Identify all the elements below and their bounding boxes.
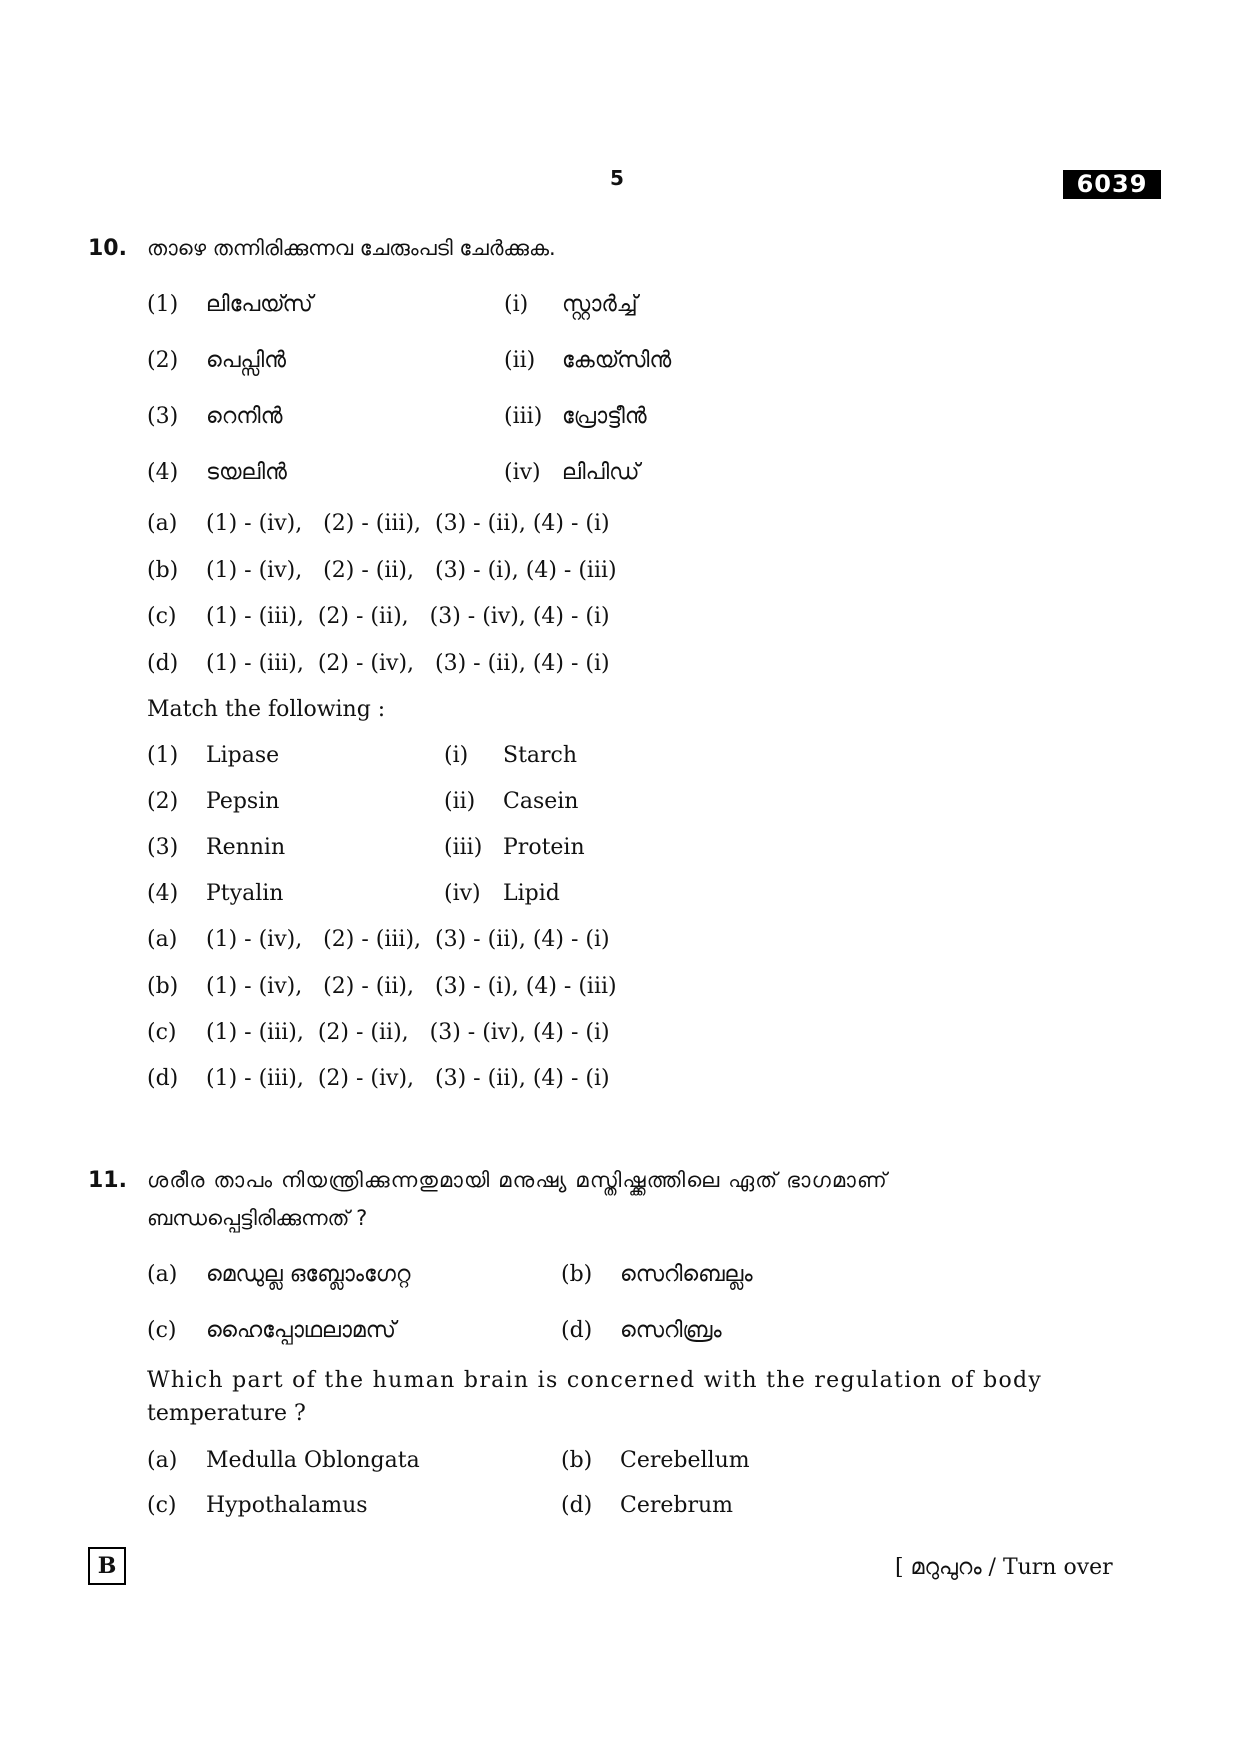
en-pair-roman: (iv) bbox=[444, 881, 481, 906]
ml-option-text: (1) - (iv), (2) - (iii), (3) - (ii), (4) - (i) bbox=[206, 511, 610, 536]
en-pair-left: Rennin bbox=[206, 835, 286, 860]
q11-en-option-label: (a) bbox=[147, 1448, 178, 1473]
ml-pair-roman: (iv) bbox=[504, 460, 541, 485]
q11-en-option-text: Medulla Oblongata bbox=[206, 1448, 420, 1473]
q11-en-option-label: (b) bbox=[561, 1448, 593, 1473]
turn-over-note: [ മറുപുറം / Turn over bbox=[895, 1555, 1113, 1580]
ml-pair-roman: (iii) bbox=[504, 404, 543, 429]
ml-pair-roman: (ii) bbox=[504, 348, 536, 373]
ml-option-text: (1) - (iii), (2) - (iv), (3) - (ii), (4) - (i) bbox=[206, 651, 610, 676]
q11-en-option-text: Cerebrum bbox=[620, 1493, 734, 1518]
ml-pair-right: പ്രോട്ടീൻ bbox=[562, 404, 647, 429]
q10-ml-question: താഴെ തന്നിരിക്കുന്നവ ചേരുംപടി ചേർക്കുക. bbox=[147, 236, 556, 260]
q11-en-option-text: Cerebellum bbox=[620, 1448, 750, 1473]
q11-ml-question-line1: ശരീര താപം നിയന്ത്രിക്കുന്നതുമായി മനുഷ്യ മസ്തിഷ്ക്കത്തിലെ ഏത് ഭാഗമാണ് bbox=[147, 1168, 888, 1192]
ml-pair-num: (1) bbox=[147, 292, 179, 317]
en-pair-right: Casein bbox=[503, 789, 579, 814]
paper-code: 6039 bbox=[1063, 170, 1161, 199]
ml-pair-num: (2) bbox=[147, 348, 179, 373]
en-option-label: (d) bbox=[147, 1066, 179, 1091]
en-option-text: (1) - (iv), (2) - (ii), (3) - (i), (4) - (iii) bbox=[206, 974, 617, 999]
en-pair-left: Pepsin bbox=[206, 789, 280, 814]
q11-ml-option-text: മെഡുല്ല ഒബ്ലോംഗേറ്റ bbox=[206, 1262, 411, 1287]
ml-option-label: (b) bbox=[147, 558, 179, 583]
ml-pair-left: പെപ്സിൻ bbox=[206, 348, 286, 373]
q11-en-question-line1: Which part of the human brain is concerned with the regulation of body bbox=[147, 1368, 1043, 1393]
ml-pair-num: (3) bbox=[147, 404, 179, 429]
en-pair-num: (1) bbox=[147, 743, 179, 768]
ml-pair-left: ലിപേയ്സ് bbox=[206, 292, 313, 317]
q11-ml-option-text: സെറിബെല്ലം bbox=[620, 1262, 753, 1287]
ml-pair-right: സ്റ്റാർച്ച് bbox=[562, 292, 638, 317]
en-pair-num: (4) bbox=[147, 881, 179, 906]
en-pair-right: Starch bbox=[503, 743, 578, 768]
ml-pair-num: (4) bbox=[147, 460, 179, 485]
ml-option-text: (1) - (iii), (2) - (ii), (3) - (iv), (4) - (i) bbox=[206, 604, 610, 629]
en-pair-left: Ptyalin bbox=[206, 881, 284, 906]
q10-en-question: Match the following : bbox=[147, 697, 386, 722]
en-pair-roman: (i) bbox=[444, 743, 469, 768]
q11-ml-option-label: (d) bbox=[561, 1318, 593, 1343]
page-number: 5 bbox=[610, 166, 624, 190]
en-pair-num: (2) bbox=[147, 789, 179, 814]
en-pair-left: Lipase bbox=[206, 743, 280, 768]
q11-en-option-text: Hypothalamus bbox=[206, 1493, 368, 1518]
en-option-text: (1) - (iv), (2) - (iii), (3) - (ii), (4) - (i) bbox=[206, 927, 610, 952]
en-option-label: (c) bbox=[147, 1020, 177, 1045]
en-pair-right: Protein bbox=[503, 835, 585, 860]
ml-pair-left: റെനിൻ bbox=[206, 404, 283, 429]
q11-ml-option-text: സെറിബ്രം bbox=[620, 1318, 722, 1343]
ml-option-label: (a) bbox=[147, 511, 178, 536]
ml-option-text: (1) - (iv), (2) - (ii), (3) - (i), (4) - (iii) bbox=[206, 558, 617, 583]
q11-ml-option-label: (b) bbox=[561, 1262, 593, 1287]
en-option-text: (1) - (iii), (2) - (iv), (3) - (ii), (4) - (i) bbox=[206, 1066, 610, 1091]
ml-option-label: (c) bbox=[147, 604, 177, 629]
ml-pair-roman: (i) bbox=[504, 292, 529, 317]
en-pair-num: (3) bbox=[147, 835, 179, 860]
q11-ml-option-text: ഹൈപ്പോഥലാമസ് bbox=[206, 1318, 396, 1343]
q11-ml-option-label: (a) bbox=[147, 1262, 178, 1287]
en-pair-right: Lipid bbox=[503, 881, 560, 906]
en-option-label: (b) bbox=[147, 974, 179, 999]
q11-en-option-label: (c) bbox=[147, 1493, 177, 1518]
ml-option-label: (d) bbox=[147, 651, 179, 676]
q11-en-question-line2: temperature ? bbox=[147, 1401, 306, 1426]
q11-ml-question-line2: ബന്ധപ്പെട്ടിരിക്കുന്നത് ? bbox=[147, 1206, 368, 1230]
q11-en-option-label: (d) bbox=[561, 1493, 593, 1518]
en-pair-roman: (iii) bbox=[444, 835, 483, 860]
q11-ml-option-label: (c) bbox=[147, 1318, 177, 1343]
en-option-text: (1) - (iii), (2) - (ii), (3) - (iv), (4) - (i) bbox=[206, 1020, 610, 1045]
version-letter-box: B bbox=[88, 1547, 126, 1585]
question-number-11: 11. bbox=[88, 1168, 127, 1193]
question-number-10: 10. bbox=[88, 236, 127, 261]
ml-pair-right: കേയ്സിൻ bbox=[562, 348, 672, 373]
en-option-label: (a) bbox=[147, 927, 178, 952]
ml-pair-right: ലിപിഡ് bbox=[562, 460, 640, 485]
en-pair-roman: (ii) bbox=[444, 789, 476, 814]
ml-pair-left: ടയലിൻ bbox=[206, 460, 287, 485]
